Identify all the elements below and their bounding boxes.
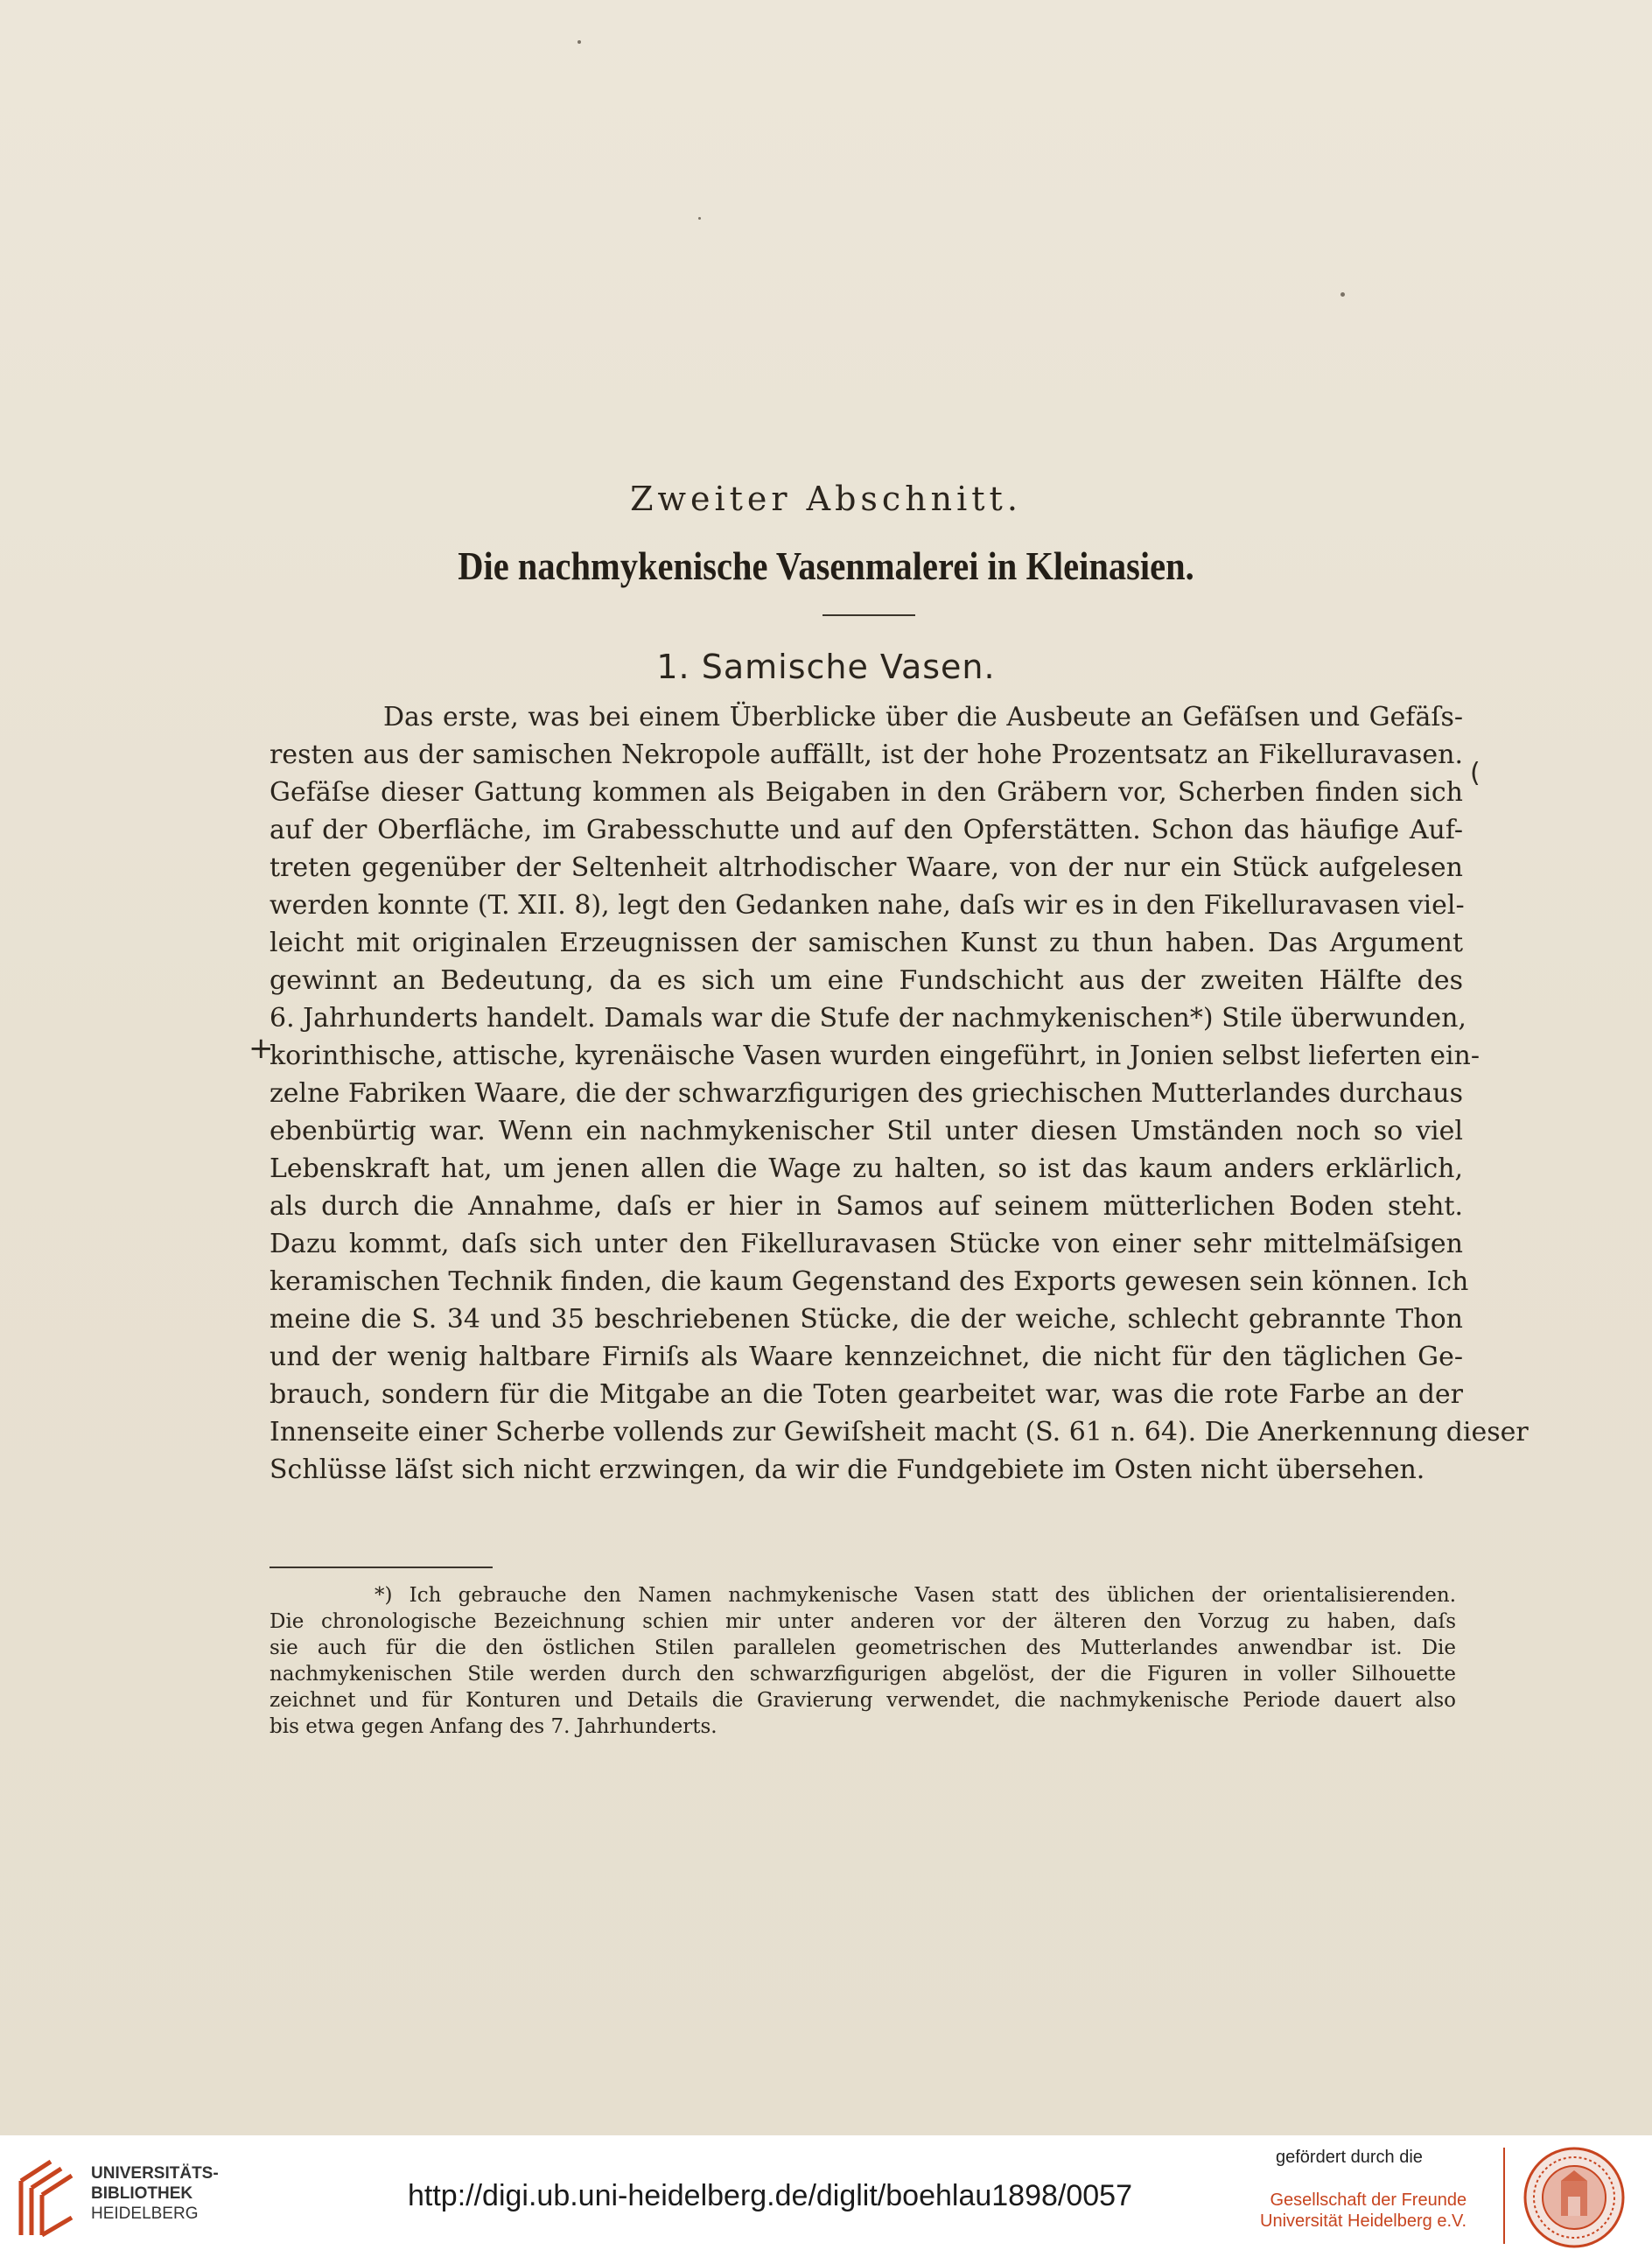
scan-speck (578, 40, 581, 44)
body-line: Das erste, was bei einem Überblicke über die Ausbeute an Gefäſsen und Gefäſs- (383, 702, 1463, 732)
body-line: Schlüsse läſst sich nicht erzwingen, da wir die Fundgebiete im Osten nicht übersehen. (270, 1454, 1425, 1485)
footnote-line: zeichnet und für Konturen und Details die Gravierung verwendet, die nachmykenische Periode dauert also (270, 1689, 1456, 1712)
body-line: meine die S. 34 und 35 beschriebenen Stücke, die der weiche, schlecht gebrannte Thon (270, 1304, 1463, 1335)
library-logo-icon[interactable] (16, 2155, 79, 2239)
body-line: leicht mit originalen Erzeugnissen der samischen Kunst zu thun haben. Das Argument (270, 928, 1463, 958)
body-line: gewinnt an Bedeutung, da es sich um eine Fundschicht aus der zweiten Hälfte des (270, 965, 1463, 996)
margin-annotation-right: ( (1470, 758, 1480, 789)
body-line: ebenbürtig war. Wenn ein nachmykenischer Stil unter diesen Umständen noch so viel (270, 1116, 1463, 1146)
sponsor-name-line: Universität Heidelberg e.V. (1260, 2211, 1467, 2231)
body-line: Innenseite einer Scherbe vollends zur Gewiſsheit macht (S. 61 n. 64). Die Anerkennung dieser (270, 1417, 1529, 1447)
footnote-line: nachmykenischen Stile werden durch den schwarzfigurigen abgelöst, der die Figuren in voller Silhouette (270, 1663, 1456, 1686)
body-line: resten aus der samischen Nekropole auffällt, ist der hohe Prozentsatz an Fikelluravasen. (270, 739, 1463, 770)
section-subtitle: Die nachmykenische Vasenmalerei in Kleinasien. (458, 543, 1194, 588)
body-line: Lebenskraft hat, um jenen allen die Wage zu halten, so ist das kaum anders erklärlich, (270, 1153, 1463, 1184)
margin-annotation-left: + (248, 1031, 274, 1066)
body-line: zelne Fabriken Waare, die der schwarzfigurigen des griechischen Mutterlandes durchaus (270, 1078, 1463, 1109)
body-line: auf der Oberfläche, im Grabesschutte und auf den Opferstätten. Schon das häufige Auf- (270, 815, 1463, 845)
university-seal-icon[interactable] (1522, 2146, 1626, 2249)
library-name[interactable] (91, 2163, 219, 2224)
scan-speck (1340, 292, 1345, 297)
chapter-title: 1. Samische Vasen. (656, 648, 996, 686)
library-name-line: HEIDELBERG (91, 2204, 199, 2223)
body-text (270, 698, 1529, 1489)
footer-banner (0, 2135, 1652, 2257)
body-line: brauch, sondern für die Mitgabe an die Toten gearbeitet war, was die rote Farbe an der (270, 1379, 1463, 1410)
body-line: treten gegenüber der Seltenheit altrhodischer Waare, von der nur ein Stück aufgelesen (270, 852, 1463, 883)
footnote-line: sie auch für die den östlichen Stilen parallelen geometrischen des Mutterlandes anwendbar ist. Die (270, 1637, 1456, 1659)
permalink-url[interactable]: http://digi.ub.uni-heidelberg.de/diglit/boehlau1898/0057 (408, 2179, 1132, 2212)
title-divider (822, 614, 915, 616)
footnote-line: bis etwa gegen Anfang des 7. Jahrhunderts. (270, 1715, 718, 1738)
sponsor-name[interactable] (1260, 2190, 1466, 2232)
sponsor-divider (1503, 2148, 1505, 2244)
section-title: Zweiter Abschnitt. (630, 480, 1022, 518)
body-line: korinthische, attische, kyrenäische Vasen wurden eingeführt, in Jonien selbst lieferten ein- (270, 1041, 1480, 1071)
body-line: Gefäſse dieser Gattung kommen als Beigaben in den Gräbern vor, Scherben finden sich (270, 777, 1463, 808)
body-line: werden konnte (T. XII. 8), legt den Gedanken nahe, daſs wir es in den Fikelluravasen viel- (270, 890, 1465, 921)
body-line: keramischen Technik finden, die kaum Gegenstand des Exports gewesen sein können. Ich (270, 1266, 1469, 1297)
sponsor-name-line: Gesellschaft der Freunde (1270, 2190, 1467, 2210)
footnote-line: *) Ich gebrauche den Namen nachmykenische Vasen statt des üblichen der orientalisierenden. (374, 1584, 1456, 1607)
footnote (270, 1582, 1456, 1740)
body-line: als durch die Annahme, daſs er hier in Samos auf seinem mütterlichen Boden steht. (270, 1191, 1463, 1222)
footnote-divider (270, 1567, 493, 1568)
body-line: Dazu kommt, daſs sich unter den Fikelluravasen Stücke von einer sehr mittelmäſsigen (270, 1229, 1463, 1259)
library-name-line: BIBLIOTHEK (91, 2184, 193, 2203)
scan-speck (698, 217, 701, 220)
footnote-line: Die chronologische Bezeichnung schien mir unter anderen vor der älteren den Vorzug zu haben, daſs (270, 1610, 1456, 1633)
library-name-line: UNIVERSITÄTS- (91, 2164, 219, 2183)
sponsor-label: gefördert durch die (1276, 2148, 1423, 2167)
body-line: 6. Jahrhunderts handelt. Damals war die Stufe der nachmykenischen*) Stile überwunden, (270, 1003, 1466, 1034)
body-line: und der wenig haltbare Firniſs als Waare kennzeichnet, die nicht für den täglichen Ge- (270, 1342, 1463, 1372)
